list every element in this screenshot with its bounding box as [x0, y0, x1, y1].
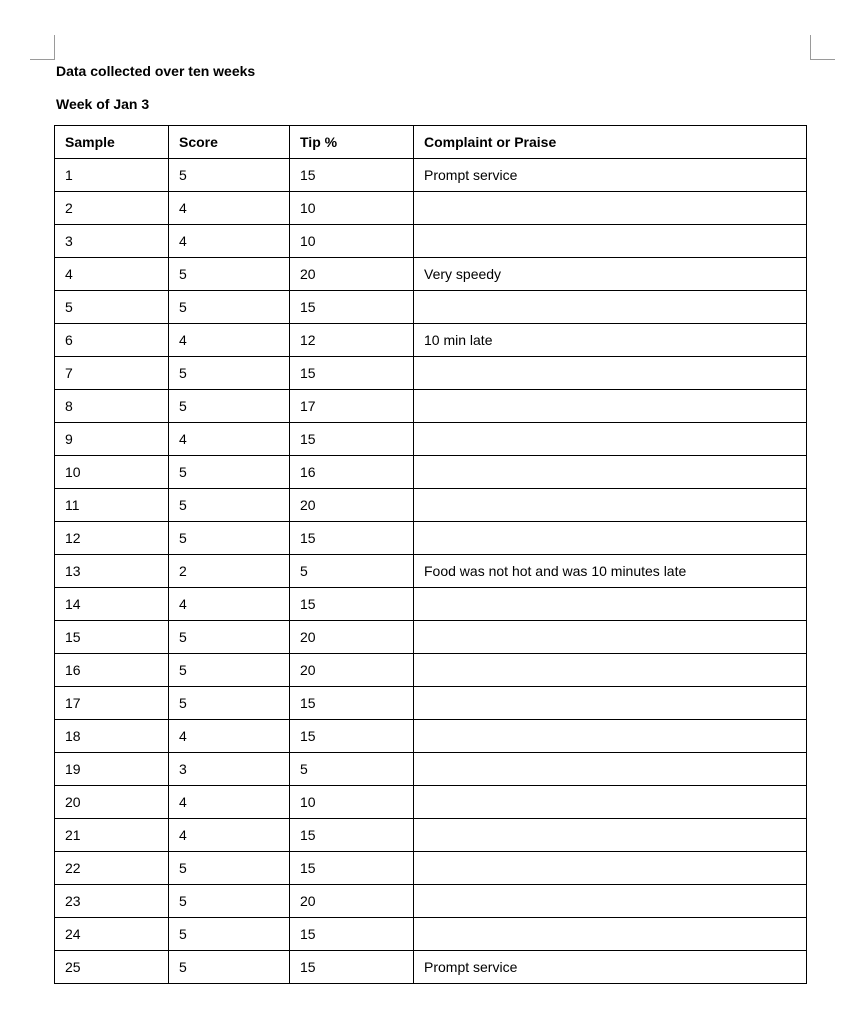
table-row	[55, 192, 807, 225]
cell-score: 5	[169, 291, 290, 324]
table-row	[55, 555, 807, 588]
table-row	[55, 390, 807, 423]
cell-tip: 20	[290, 489, 414, 522]
table-row	[55, 654, 807, 687]
cell-comment	[414, 489, 807, 522]
table-row	[55, 786, 807, 819]
cell-sample: 7	[55, 357, 169, 390]
cell-comment: Food was not hot and was 10 minutes late	[414, 555, 807, 588]
column-header-sample: Sample	[55, 126, 169, 159]
cell-sample: 20	[55, 786, 169, 819]
cell-tip: 15	[290, 588, 414, 621]
table-row	[55, 885, 807, 918]
cell-score: 5	[169, 852, 290, 885]
cell-sample: 23	[55, 885, 169, 918]
cell-tip: 15	[290, 291, 414, 324]
cell-comment: 10 min late	[414, 324, 807, 357]
cell-sample: 6	[55, 324, 169, 357]
cell-comment	[414, 687, 807, 720]
cell-comment	[414, 588, 807, 621]
table-row	[55, 225, 807, 258]
table-row	[55, 489, 807, 522]
cell-score: 5	[169, 159, 290, 192]
cell-tip: 15	[290, 522, 414, 555]
cell-sample: 15	[55, 621, 169, 654]
cell-tip: 10	[290, 192, 414, 225]
cell-comment	[414, 522, 807, 555]
cell-sample: 5	[55, 291, 169, 324]
cell-sample: 13	[55, 555, 169, 588]
table-row	[55, 522, 807, 555]
cell-sample: 8	[55, 390, 169, 423]
cell-tip: 15	[290, 357, 414, 390]
cell-score: 5	[169, 258, 290, 291]
cell-score: 4	[169, 588, 290, 621]
cell-score: 5	[169, 390, 290, 423]
cell-score: 5	[169, 654, 290, 687]
cell-comment	[414, 786, 807, 819]
cell-tip: 16	[290, 456, 414, 489]
cell-score: 5	[169, 489, 290, 522]
cell-comment	[414, 192, 807, 225]
cell-comment	[414, 918, 807, 951]
cell-sample: 3	[55, 225, 169, 258]
cell-tip: 15	[290, 720, 414, 753]
cell-tip: 15	[290, 951, 414, 984]
cell-score: 4	[169, 423, 290, 456]
table-row	[55, 819, 807, 852]
cell-score: 5	[169, 951, 290, 984]
cell-tip: 15	[290, 852, 414, 885]
table-row	[55, 159, 807, 192]
table-row	[55, 588, 807, 621]
cell-sample: 9	[55, 423, 169, 456]
column-header-score: Score	[169, 126, 290, 159]
column-header-comment: Complaint or Praise	[414, 126, 807, 159]
cell-sample: 17	[55, 687, 169, 720]
cell-score: 5	[169, 621, 290, 654]
cell-comment	[414, 654, 807, 687]
cell-comment	[414, 456, 807, 489]
cell-score: 5	[169, 522, 290, 555]
cell-tip: 17	[290, 390, 414, 423]
table-row	[55, 687, 807, 720]
table-row	[55, 258, 807, 291]
cell-tip: 15	[290, 918, 414, 951]
cell-score: 4	[169, 786, 290, 819]
cell-comment	[414, 819, 807, 852]
table-row	[55, 621, 807, 654]
week-label: Week of Jan 3	[56, 96, 150, 112]
cell-tip: 15	[290, 687, 414, 720]
table-row	[55, 852, 807, 885]
table-row	[55, 357, 807, 390]
cell-score: 4	[169, 819, 290, 852]
cell-sample: 18	[55, 720, 169, 753]
cell-tip: 20	[290, 885, 414, 918]
cell-score: 4	[169, 225, 290, 258]
cell-score: 2	[169, 555, 290, 588]
cell-tip: 20	[290, 654, 414, 687]
table-row	[55, 951, 807, 984]
cell-comment	[414, 621, 807, 654]
cell-sample: 2	[55, 192, 169, 225]
margin-corner-mark-left	[30, 35, 55, 60]
cell-sample: 11	[55, 489, 169, 522]
cell-comment	[414, 753, 807, 786]
cell-comment	[414, 291, 807, 324]
cell-sample: 19	[55, 753, 169, 786]
cell-score: 5	[169, 687, 290, 720]
cell-comment: Prompt service	[414, 951, 807, 984]
cell-score: 5	[169, 357, 290, 390]
document-title: Data collected over ten weeks	[56, 63, 256, 79]
cell-comment	[414, 390, 807, 423]
cell-tip: 10	[290, 786, 414, 819]
cell-score: 5	[169, 918, 290, 951]
cell-comment	[414, 225, 807, 258]
cell-comment	[414, 423, 807, 456]
cell-sample: 24	[55, 918, 169, 951]
table-header-row	[55, 126, 807, 159]
cell-score: 5	[169, 885, 290, 918]
cell-sample: 16	[55, 654, 169, 687]
cell-sample: 10	[55, 456, 169, 489]
table-row	[55, 753, 807, 786]
cell-sample: 1	[55, 159, 169, 192]
cell-sample: 4	[55, 258, 169, 291]
cell-comment: Very speedy	[414, 258, 807, 291]
cell-tip: 5	[290, 753, 414, 786]
cell-comment: Prompt service	[414, 159, 807, 192]
cell-tip: 15	[290, 819, 414, 852]
cell-sample: 25	[55, 951, 169, 984]
table-body	[55, 159, 807, 984]
cell-sample: 21	[55, 819, 169, 852]
cell-sample: 12	[55, 522, 169, 555]
cell-score: 4	[169, 720, 290, 753]
cell-tip: 20	[290, 621, 414, 654]
table-row	[55, 720, 807, 753]
column-header-tip: Tip %	[290, 126, 414, 159]
table-row	[55, 918, 807, 951]
cell-sample: 14	[55, 588, 169, 621]
table-row	[55, 456, 807, 489]
table-row	[55, 291, 807, 324]
cell-sample: 22	[55, 852, 169, 885]
cell-score: 5	[169, 456, 290, 489]
cell-score: 3	[169, 753, 290, 786]
table-row	[55, 423, 807, 456]
cell-comment	[414, 720, 807, 753]
cell-comment	[414, 357, 807, 390]
data-table	[54, 125, 807, 984]
cell-tip: 20	[290, 258, 414, 291]
margin-corner-mark-right	[810, 35, 835, 60]
cell-comment	[414, 885, 807, 918]
cell-comment	[414, 852, 807, 885]
cell-tip: 10	[290, 225, 414, 258]
cell-score: 4	[169, 192, 290, 225]
cell-score: 4	[169, 324, 290, 357]
cell-tip: 15	[290, 159, 414, 192]
cell-tip: 15	[290, 423, 414, 456]
cell-tip: 12	[290, 324, 414, 357]
table-row	[55, 324, 807, 357]
cell-tip: 5	[290, 555, 414, 588]
